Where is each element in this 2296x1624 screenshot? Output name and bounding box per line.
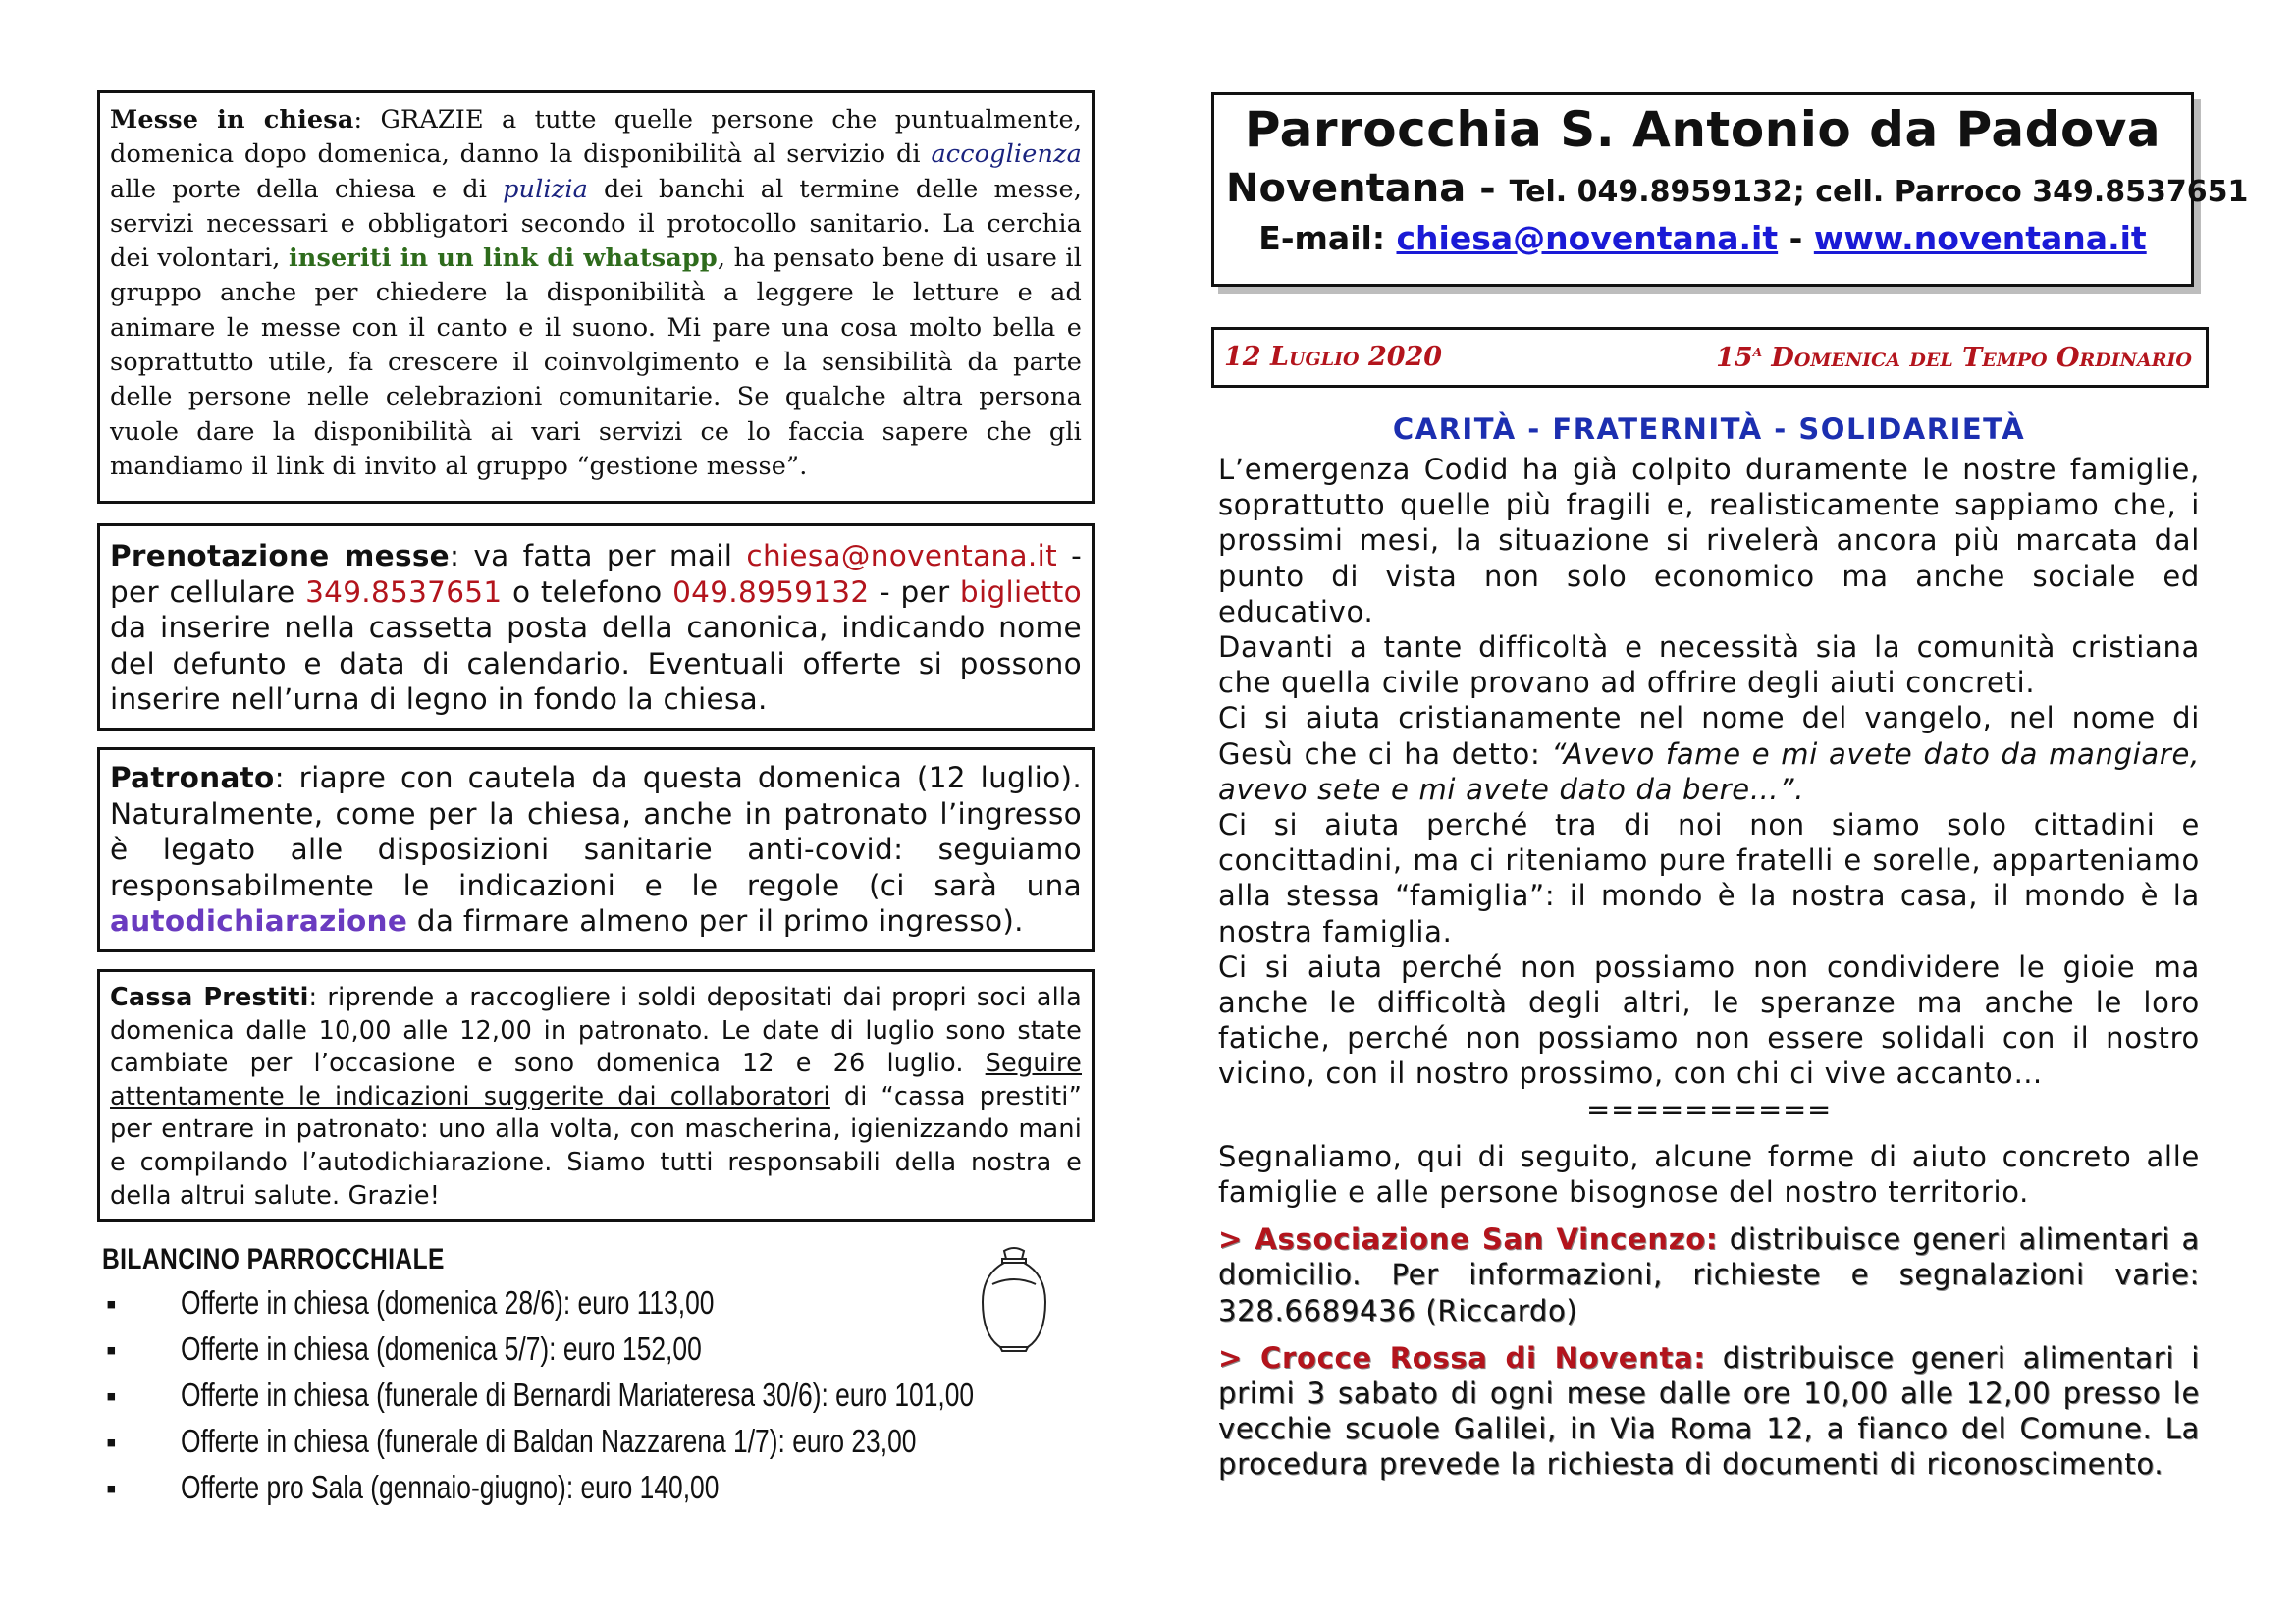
text-segment: - per cellulare: [110, 539, 1083, 609]
cell-number: 349.8537651: [305, 574, 503, 609]
bullet-icon: ▪: [106, 1380, 117, 1413]
bullet-icon: ▪: [106, 1288, 117, 1321]
date-text: 12 Luglio 2020: [1224, 342, 1443, 372]
list-item-text: Offerte in chiesa (domenica 5/7): euro 152,00: [181, 1330, 702, 1367]
urn-icon: [977, 1245, 1051, 1353]
text-segment: di “cassa prestiti” per entrare in patronato: uno alla volta, con mascherina, igienizzando mani e compilando l’autodichiarazione. Siamo tutti responsabili della nostra e della altrui salute. Grazie!: [110, 1081, 1083, 1211]
article-paragraph: L’emergenza Codid ha già colpito duramente le nostre famiglie, soprattutto quelle più fragili e, realisticamente sappiamo che, i prossimi mesi, la situazione si rivelerà ancora più marcata dal punto di vista non solo economico ma anche sociale ed educativo.: [1218, 453, 2200, 628]
prenotazione-messe-label: Prenotazione messe: [110, 539, 450, 572]
parish-web: [1214, 219, 2191, 257]
bilancino-title: BILANCINO PARROCCHIALE: [102, 1243, 445, 1275]
parish-contacts: [1214, 166, 2249, 211]
messe-in-chiesa-box: [97, 90, 1095, 504]
association-san-vincenzo: [1218, 1221, 2200, 1328]
date-bar: [1211, 327, 2209, 388]
messe-in-chiesa-text: [110, 103, 1082, 484]
pulizia-text: pulizia: [503, 174, 588, 204]
list-item-text: Offerte in chiesa (funerale di Baldan Nazzarena 1/7): euro 23,00: [181, 1423, 917, 1459]
association-label: > Associazione San Vincenzo:: [1218, 1222, 1719, 1257]
article-paragraph: [1218, 700, 2200, 807]
prenotazione-messe-box: [97, 523, 1095, 731]
autodichiarazione-text: autodichiarazione: [110, 904, 408, 939]
association-croce-rossa: [1218, 1340, 2200, 1483]
list-item: [102, 1423, 1005, 1469]
article-paragraph: Ci si aiuta perché tra di noi non siamo solo cittadini e concittadini, ma ci riteniamo pure fratelli e sorelle, apparteniamo alla stessa “famiglia”: il mondo è la nostra casa, il mondo è la nostra famiglia.: [1218, 808, 2200, 948]
whatsapp-link-text: inseriti in un link di whatsapp: [288, 244, 718, 274]
text-segment: o telefono: [502, 574, 673, 609]
cassa-prestiti-label: Cassa Prestiti: [110, 983, 309, 1012]
bullet-icon: ▪: [106, 1473, 117, 1505]
parish-title: Parrocchia S. Antonio da Padova: [1244, 101, 2162, 158]
text-segment: Ci si aiuta cristianamente nel nome del vangelo, nel nome di Gesù che ci ha detto:: [1218, 701, 2200, 771]
list-item: [102, 1284, 1005, 1330]
patronato-label: Patronato: [110, 761, 275, 794]
text-segment: - per: [869, 574, 960, 609]
association-label: > Crocce Rossa di Noventa:: [1218, 1340, 1706, 1375]
website-link[interactable]: www.noventana.it: [1813, 219, 2147, 257]
cassa-prestiti-box: [97, 969, 1095, 1222]
association-text: distribuisce generi alimentari a domicilio. Per informazioni, richieste e segnalazioni varie: 328.6689436 (Riccardo): [1218, 1222, 2200, 1327]
article-title: CARITÀ - FRATERNITÀ - SOLIDARIETÀ: [1392, 412, 2026, 446]
email-link[interactable]: chiesa@noventana.it: [1396, 219, 1779, 257]
gospel-quote: “Avevo fame e mi avete dato da mangiare, avevo sete e mi avete dato da bere…”.: [1218, 736, 2200, 806]
list-item-text: Offerte in chiesa (domenica 28/6): euro 113,00: [181, 1284, 715, 1321]
carita-article: [1218, 412, 2200, 1483]
bullet-icon: ▪: [106, 1427, 117, 1459]
text-segment: , ha pensato bene di usare il gruppo anche per chiedere la disponibilità a leggere le letture e ad animare le messe con il canto e il suono. Mi pare una cosa molto bella e soprattutto utile, fa crescere il coinvolgimento e la sensibilità da parte delle persone nelle celebrazioni comunitarie. Se qualche altra persona vuole dare la disponibilità ai vari servizi ce lo faccia sapere che gli mandiamo il link di invito al gruppo “gestione messe”.: [110, 244, 1083, 481]
ordinal-sup: a: [1752, 342, 1763, 361]
separator: ==========: [1586, 1092, 1832, 1126]
bilancino-list: [102, 1284, 1005, 1515]
text-segment: : riprende a raccogliere i soldi depositati dai propri soci alla domenica dalle 10,00 alle 12,00 in patronato. Le date di luglio sono state cambiate per l’occasione e sono domenica 12 e 26 luglio.: [110, 983, 1083, 1079]
parish-place: Noventana -: [1226, 166, 1510, 211]
text-segment: dei banchi al termine delle messe, servizi necessari e obbligatori secondo il protocollo sanitario. La cerchia dei volontari,: [110, 174, 1082, 274]
patronato-box: [97, 747, 1095, 952]
parish-header: [1211, 92, 2249, 287]
text-segment: da firmare almeno per il primo ingresso).: [407, 904, 1024, 939]
text-segment: : riapre con cautela da questa domenica (12 luglio). Naturalmente, come per la chiesa, anche in patronato l’ingresso è legato alle disposizioni sanitarie anti-covid: seguiamo responsabilmente le indicazioni e le regole (ci sarà una: [110, 761, 1082, 902]
email-label: E-mail:: [1258, 219, 1397, 257]
list-item: [102, 1330, 1005, 1377]
association-text: distribuisce generi alimentari i primi 3 sabato di ogni mese dalle ore 10,00 alle 12,00 presso le vecchie scuole Galilei, in Via Roma 12, a fianco del Comune. La procedura prevede la richiesta di documenti di riconoscimento.: [1218, 1340, 2200, 1482]
sunday-name: Domenica del Tempo Ordinario: [1762, 343, 2192, 373]
phone-number: 049.8959132: [672, 574, 870, 609]
accoglienza-text: accoglienza: [931, 139, 1082, 170]
sunday-number: 15: [1716, 343, 1753, 373]
text-segment: da inserire nella cassetta posta della canonica, indicando nome del defunto e data di calendario. Eventuali offerte si possono inserire nell’urna di legno in fondo la chiesa.: [110, 611, 1082, 717]
article-paragraph: Ci si aiuta perché non possiamo non condividere le gioie ma anche le difficoltà degli altri, le speranze ma anche le loro fatiche, perché non possiamo non essere solidali con il nostro vicino, con il nostro prossimo, con chi ci vive accanto…: [1218, 949, 2200, 1091]
biglietto-text: biglietto: [959, 574, 1082, 609]
liturgical-sunday: [1716, 342, 2192, 373]
list-item: [102, 1469, 1005, 1515]
underlined-instructions: Seguire attentamente le indicazioni suggerite dai collaboratori: [110, 1049, 1082, 1111]
list-item: [102, 1377, 1005, 1423]
prenotazione-messe-text: [110, 538, 1082, 718]
text-segment: : GRAZIE a tutte quelle persone che puntualmente, domenica dopo domenica, danno la disponibilità al servizio di: [110, 105, 1082, 170]
text-segment: : va fatta per mail: [450, 539, 747, 572]
patronato-text: [110, 760, 1082, 940]
separator: -: [1778, 219, 1814, 257]
messe-in-chiesa-label: Messe in chiesa: [110, 105, 354, 135]
list-item-text: Offerte pro Sala (gennaio-giugno): euro 140,00: [181, 1469, 720, 1505]
article-paragraph: Davanti a tante difficoltà e necessità sia la comunità cristiana che quella civile provano ad offrire degli aiuti concreti.: [1218, 630, 2200, 700]
article-paragraph: Segnaliamo, qui di seguito, alcune forme di aiuto concreto alle famiglie e alle persone bisognose del nostro territorio.: [1218, 1139, 2200, 1210]
bullet-icon: ▪: [106, 1334, 117, 1367]
parish-phones: Tel. 049.8959132; cell. Parroco 349.8537651: [1509, 175, 2249, 209]
email-link[interactable]: chiesa@noventana.it: [746, 539, 1057, 572]
bilancino-section: [102, 1243, 1005, 1515]
list-item-text: Offerte in chiesa (funerale di Bernardi Mariateresa 30/6): euro 101,00: [181, 1377, 975, 1413]
text-segment: alle porte della chiesa e di: [110, 174, 504, 204]
cassa-prestiti-text: [110, 982, 1082, 1213]
